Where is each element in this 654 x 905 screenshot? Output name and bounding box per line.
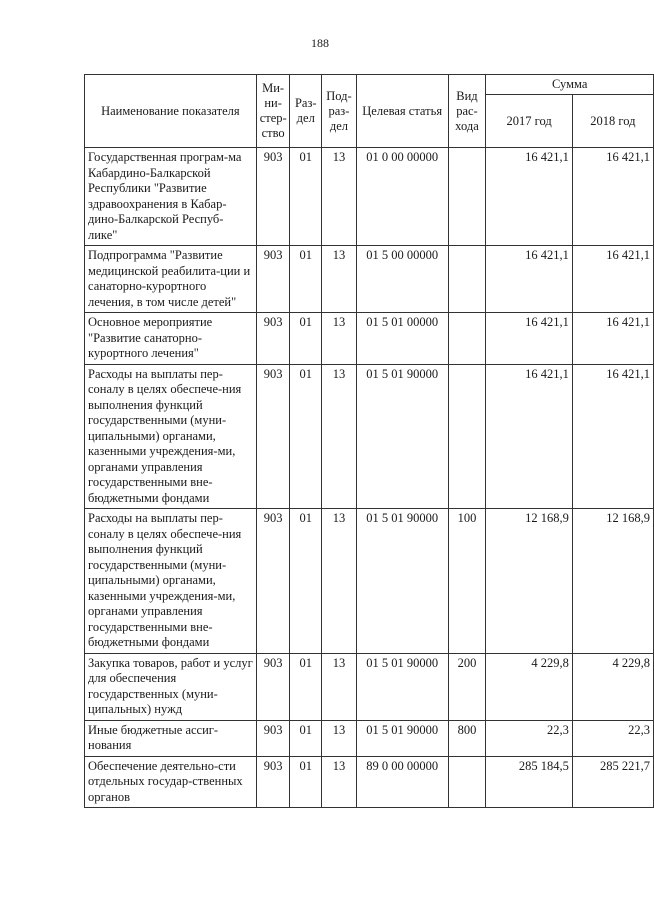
row-subsection: 13 xyxy=(322,756,357,808)
row-expense-type xyxy=(448,313,486,365)
header-sum: Сумма xyxy=(486,75,654,95)
row-sum-2018: 22,3 xyxy=(572,720,653,756)
row-name: Основное мероприятие "Развитие санаторно-курортного лечения" xyxy=(85,313,257,365)
row-section: 01 xyxy=(290,313,322,365)
table-row xyxy=(85,720,654,756)
row-expense-type xyxy=(448,148,486,246)
row-ministry: 903 xyxy=(256,653,290,720)
row-subsection: 13 xyxy=(322,509,357,654)
row-section: 01 xyxy=(290,509,322,654)
table-row xyxy=(85,364,654,509)
header-year-2018: 2018 год xyxy=(572,95,653,148)
table-body xyxy=(85,148,654,808)
row-ministry: 903 xyxy=(256,148,290,246)
table-row xyxy=(85,148,654,246)
row-ministry: 903 xyxy=(256,313,290,365)
row-sum-2018: 16 421,1 xyxy=(572,246,653,313)
row-name: Обеспечение деятельно-сти отдельных государ-ственных органов xyxy=(85,756,257,808)
row-name: Иные бюджетные ассиг-нования xyxy=(85,720,257,756)
row-ministry: 903 xyxy=(256,509,290,654)
row-section: 01 xyxy=(290,653,322,720)
page-number: 188 xyxy=(311,36,329,50)
row-sum-2018: 4 229,8 xyxy=(572,653,653,720)
row-sum-2017: 22,3 xyxy=(486,720,572,756)
row-sum-2017: 285 184,5 xyxy=(486,756,572,808)
header-expense-type: Вид рас-хода xyxy=(448,75,486,148)
row-section: 01 xyxy=(290,246,322,313)
row-name: Государственная програм-ма Кабардино-Балкарской Республики "Развитие здравоохранения в Кабар-дино-Балкарской Респуб-лике" xyxy=(85,148,257,246)
row-sum-2018: 16 421,1 xyxy=(572,148,653,246)
row-expense-type xyxy=(448,364,486,509)
row-name: Подпрограмма "Развитие медицинской реабилита-ции и санаторно-курортного лечения, в том числе детей" xyxy=(85,246,257,313)
row-subsection: 13 xyxy=(322,720,357,756)
table-row xyxy=(85,246,654,313)
row-expense-type xyxy=(448,246,486,313)
header-ministry: Ми-ни-стер-ство xyxy=(256,75,290,148)
header-row-1 xyxy=(85,75,654,95)
row-subsection: 13 xyxy=(322,364,357,509)
row-subsection: 13 xyxy=(322,313,357,365)
row-expense-type: 200 xyxy=(448,653,486,720)
row-sum-2017: 16 421,1 xyxy=(486,313,572,365)
row-sum-2017: 4 229,8 xyxy=(486,653,572,720)
row-sum-2017: 16 421,1 xyxy=(486,148,572,246)
row-target: 01 5 01 90000 xyxy=(356,509,448,654)
row-ministry: 903 xyxy=(256,364,290,509)
row-sum-2018: 16 421,1 xyxy=(572,313,653,365)
row-target: 01 5 01 90000 xyxy=(356,364,448,509)
row-sum-2017: 16 421,1 xyxy=(486,364,572,509)
header-target: Целевая статья xyxy=(356,75,448,148)
row-name: Расходы на выплаты пер-соналу в целях обеспече-ния выполнения функций государственными (муни-ципальными) органами, казенными учреждения-ми, органами управления государственными вне-бюджетными фондами xyxy=(85,509,257,654)
row-target: 01 5 00 00000 xyxy=(356,246,448,313)
row-target: 89 0 00 00000 xyxy=(356,756,448,808)
table-row xyxy=(85,653,654,720)
table-row xyxy=(85,313,654,365)
row-ministry: 903 xyxy=(256,756,290,808)
row-section: 01 xyxy=(290,148,322,246)
header-name: Наименование показателя xyxy=(85,75,257,148)
row-target: 01 5 01 90000 xyxy=(356,653,448,720)
row-name: Расходы на выплаты пер-соналу в целях обеспече-ния выполнения функций государственными (муни-ципальными) органами, казенными учреждения-ми, органами управления государственными вне-бюджетными фондами xyxy=(85,364,257,509)
row-sum-2017: 16 421,1 xyxy=(486,246,572,313)
row-ministry: 903 xyxy=(256,246,290,313)
row-target: 01 5 01 90000 xyxy=(356,720,448,756)
row-ministry: 903 xyxy=(256,720,290,756)
row-expense-type: 100 xyxy=(448,509,486,654)
row-subsection: 13 xyxy=(322,653,357,720)
header-section: Раз-дел xyxy=(290,75,322,148)
row-subsection: 13 xyxy=(322,148,357,246)
row-sum-2018: 16 421,1 xyxy=(572,364,653,509)
row-section: 01 xyxy=(290,720,322,756)
row-sum-2018: 285 221,7 xyxy=(572,756,653,808)
row-target: 01 5 01 00000 xyxy=(356,313,448,365)
row-sum-2018: 12 168,9 xyxy=(572,509,653,654)
budget-table xyxy=(84,74,654,808)
row-subsection: 13 xyxy=(322,246,357,313)
table-row xyxy=(85,509,654,654)
table-row xyxy=(85,756,654,808)
header-year-2017: 2017 год xyxy=(486,95,572,148)
row-target: 01 0 00 00000 xyxy=(356,148,448,246)
budget-table-container xyxy=(84,74,654,808)
row-sum-2017: 12 168,9 xyxy=(486,509,572,654)
row-expense-type: 800 xyxy=(448,720,486,756)
row-expense-type xyxy=(448,756,486,808)
row-section: 01 xyxy=(290,756,322,808)
row-section: 01 xyxy=(290,364,322,509)
row-name: Закупка товаров, работ и услуг для обеспечения государственных (муни-ципальных) нужд xyxy=(85,653,257,720)
header-subsection: Под-раз-дел xyxy=(322,75,357,148)
